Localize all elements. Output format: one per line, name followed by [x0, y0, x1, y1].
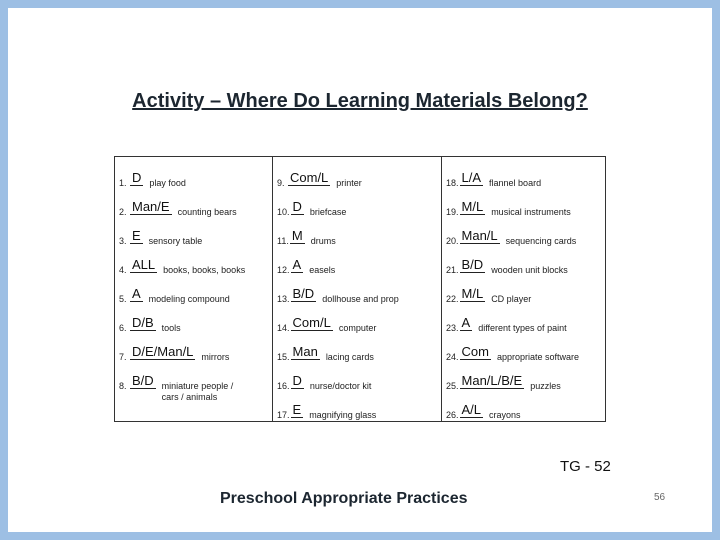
answer-value: E — [132, 228, 141, 243]
material-label: nurse/doctor kit — [309, 381, 372, 391]
answer-value: Man/L/B/E — [461, 373, 523, 388]
material-label: wooden unit blocks — [491, 265, 568, 275]
page-number: 56 — [654, 492, 666, 503]
table-row — [273, 343, 441, 372]
material-label: counting bears — [177, 207, 237, 217]
table-row — [115, 169, 272, 198]
material-label: computer — [338, 323, 377, 333]
item-number: 7. — [119, 352, 127, 362]
material-label: flannel board — [489, 178, 542, 188]
table-row — [273, 169, 441, 198]
answer-value: ALL — [132, 257, 156, 272]
answer-value: Com/L — [292, 315, 331, 330]
material-label: easels — [309, 265, 336, 275]
material-label: sensory table — [148, 236, 203, 246]
item-number: 13. — [277, 294, 290, 304]
table-row — [273, 372, 441, 401]
footer-text: Preschool Appropriate Practices — [220, 490, 468, 507]
answer-value: B/D — [292, 286, 315, 301]
material-label: musical instruments — [491, 207, 571, 217]
table-row — [442, 198, 605, 227]
material-label: play food — [149, 178, 186, 188]
material-label: mirrors — [201, 352, 230, 362]
materials-table — [114, 156, 606, 422]
item-number: 12. — [277, 265, 290, 275]
material-label: CD player — [491, 294, 532, 304]
answer-value: Man/E — [132, 199, 170, 214]
item-number: 3. — [119, 236, 127, 246]
answer-value: D — [132, 170, 142, 185]
material-label: miniature people / cars / animals — [161, 381, 234, 402]
table-row — [115, 285, 272, 314]
table-row — [273, 227, 441, 256]
material-label: different types of paint — [478, 323, 567, 333]
item-number: 9. — [277, 178, 285, 188]
tg-label: TG - 52 — [560, 458, 611, 475]
table-row — [442, 227, 605, 256]
answer-value: M/L — [461, 286, 484, 301]
item-number: 16. — [277, 381, 290, 391]
table-row — [273, 314, 441, 343]
item-number: 22. — [446, 294, 459, 304]
answer-value: D/E/Man/L — [132, 344, 194, 359]
table-column-1 — [115, 157, 273, 421]
item-number: 10. — [277, 207, 290, 217]
material-label: appropriate software — [496, 352, 580, 362]
answer-value: D/B — [132, 315, 154, 330]
item-number: 6. — [119, 323, 127, 333]
material-label: dollhouse and prop — [322, 294, 399, 304]
answer-value: B/D — [132, 373, 154, 388]
table-column-2 — [273, 157, 442, 421]
answer-value: A — [292, 257, 302, 272]
item-number: 17. — [277, 410, 290, 420]
table-row — [115, 256, 272, 285]
answer-value: E — [292, 402, 302, 417]
item-number: 4. — [119, 265, 127, 275]
item-number: 1. — [119, 178, 127, 188]
table-row — [115, 343, 272, 372]
material-label: modeling compound — [148, 294, 230, 304]
table-row — [115, 372, 272, 401]
item-number: 5. — [119, 294, 127, 304]
answer-value: B/D — [461, 257, 484, 272]
material-label: briefcase — [309, 207, 347, 217]
material-label: drums — [310, 236, 336, 246]
answer-value: A/L — [461, 402, 482, 417]
slide-title: Activity – Where Do Learning Materials Belong? — [132, 90, 588, 112]
answer-value: M/L — [461, 199, 484, 214]
table-row — [442, 401, 605, 430]
material-label: puzzles — [530, 381, 561, 391]
item-number: 25. — [446, 381, 459, 391]
material-label: printer — [336, 178, 362, 188]
item-number: 24. — [446, 352, 459, 362]
material-label: sequencing cards — [505, 236, 577, 246]
table-row — [115, 198, 272, 227]
slide — [8, 8, 712, 532]
item-number: 15. — [277, 352, 290, 362]
item-number: 14. — [277, 323, 290, 333]
answer-value: A — [132, 286, 141, 301]
item-number: 19. — [446, 207, 459, 217]
table-row — [273, 401, 441, 430]
table-column-3 — [442, 157, 605, 421]
answer-value: Man — [292, 344, 318, 359]
table-row — [442, 314, 605, 343]
material-label: crayons — [489, 410, 521, 420]
item-number: 20. — [446, 236, 459, 246]
table-row — [442, 256, 605, 285]
table-row — [442, 372, 605, 401]
item-number: 26. — [446, 410, 459, 420]
answer-value: Com/L — [290, 170, 329, 185]
answer-value: D — [292, 199, 302, 214]
material-label: lacing cards — [325, 352, 374, 362]
item-number: 8. — [119, 381, 127, 391]
table-row — [442, 343, 605, 372]
table-row — [115, 227, 272, 256]
table-row — [273, 198, 441, 227]
table-row — [273, 256, 441, 285]
item-number: 21. — [446, 265, 459, 275]
item-number: 23. — [446, 323, 459, 333]
material-label: tools — [161, 323, 181, 333]
table-row — [115, 314, 272, 343]
material-label: books, books, books — [163, 265, 246, 275]
answer-value: L/A — [461, 170, 482, 185]
answer-value: M — [291, 228, 303, 243]
item-number: 11. — [277, 236, 289, 246]
answer-value: A — [461, 315, 471, 330]
table-row — [442, 285, 605, 314]
table-row — [442, 169, 605, 198]
answer-value: Man/L — [461, 228, 498, 243]
material-label: magnifying glass — [309, 410, 377, 420]
answer-value: D — [292, 373, 302, 388]
item-number: 18. — [446, 178, 459, 188]
table-row — [273, 285, 441, 314]
answer-value: Com — [461, 344, 489, 359]
item-number: 2. — [119, 207, 127, 217]
